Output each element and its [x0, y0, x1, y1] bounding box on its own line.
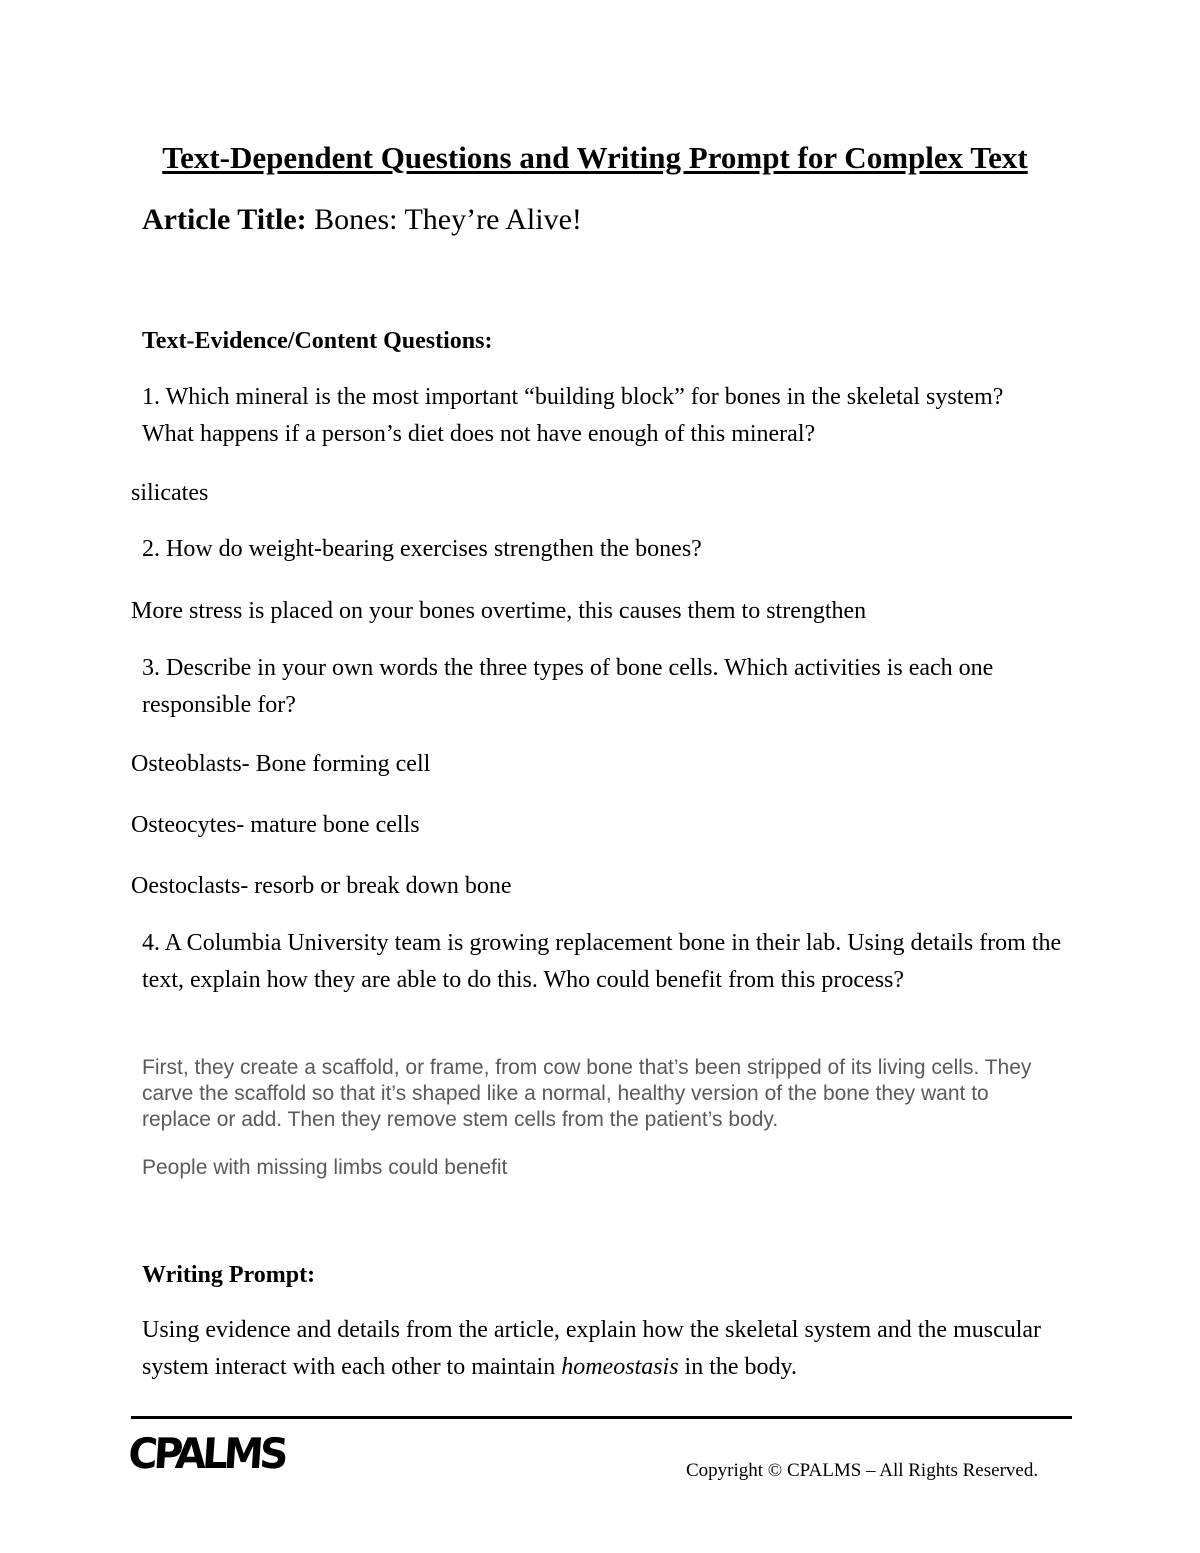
question-2: 2. How do weight-bearing exercises strengthen the bones? — [142, 536, 702, 562]
content-questions-heading: Text-Evidence/Content Questions: — [142, 328, 493, 354]
answer-3-osteoblasts: Osteoblasts- Bone forming cell — [131, 751, 431, 777]
footer-divider — [131, 1416, 1072, 1419]
writing-prompt-heading: Writing Prompt: — [142, 1262, 316, 1288]
question-3: 3. Describe in your own words the three types of bone cells. Which activities is each one responsible for? — [142, 655, 994, 718]
page-title: Text-Dependent Questions and Writing Prompt for Complex Text — [162, 140, 1028, 175]
answer-1: silicates — [131, 480, 209, 506]
answer-4-beneficiaries: People with missing limbs could benefit — [142, 1156, 508, 1179]
question-1: 1. Which mineral is the most important “building block” for bones in the skeletal system? What happens if a person’s diet does not have enough of this mineral? — [142, 384, 1004, 447]
article-title-label: Article Title: — [142, 203, 307, 236]
article-title: Bones: They’re Alive! — [314, 203, 582, 236]
question-4: 4. A Columbia University team is growing replacement bone in their lab. Using details from the text, explain how they are able to do this. Who could benefit from this process? — [142, 930, 1062, 993]
copyright-notice: Copyright © CPALMS – All Rights Reserved. — [686, 1460, 1039, 1481]
writing-prompt-emphasis: homeostasis — [561, 1354, 679, 1380]
answer-3-osteocytes: Osteocytes- mature bone cells — [131, 812, 420, 838]
answer-2: More stress is placed on your bones overtime, this causes them to strengthen — [131, 598, 867, 624]
answer-4-process: First, they create a scaffold, or frame, from cow bone that’s been stripped of its living cells. They carve the scaffold so that it’s shaped like a normal, healthy version of the bone they want to replace or add. Then they remove stem cells from the patient’s body. — [142, 1056, 1032, 1131]
cpalms-logo: CPALMS — [126, 1430, 287, 1479]
writing-prompt-text — [142, 1312, 1062, 1386]
writing-prompt-text-start: Using evidence and details from the article, explain how the skeletal system and the muscular system interact with each other to maintain — [142, 1317, 1042, 1380]
article-title-line — [142, 203, 582, 237]
answer-3-osteoclasts: Oestoclasts- resorb or break down bone — [131, 873, 512, 899]
writing-prompt-text-end: in the body. — [678, 1354, 797, 1380]
